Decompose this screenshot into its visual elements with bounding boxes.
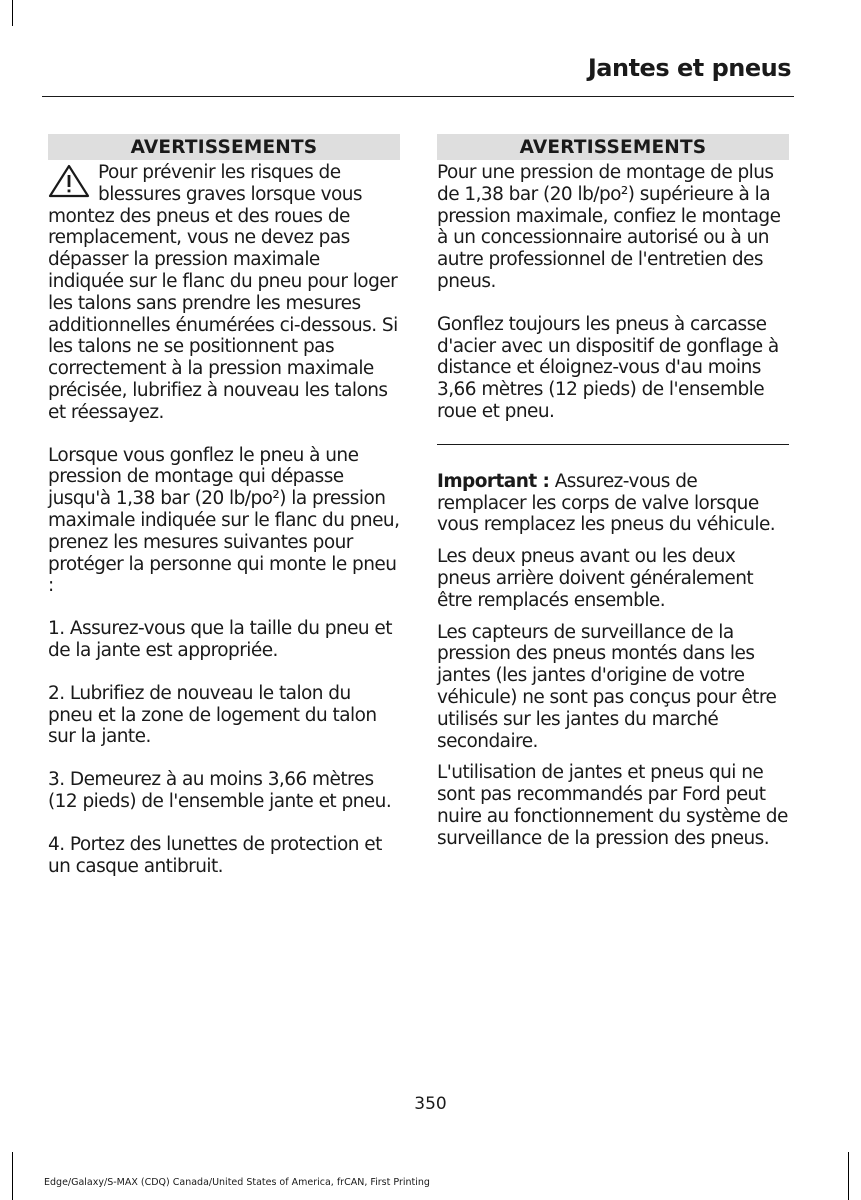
crop-mark-top-left [12,0,13,26]
title-divider [42,96,794,97]
step-item: 3. Demeurez à au moins 3,66 mètres (12 pieds) de l'ensemble jante et pneu. [48,769,392,812]
warning-text: Pour prévenir les risques de blessures graves lorsque vous montez des pneus et des roues de remplacement, vous ne devez pas dépasser la pression maximale indiquée sur le flanc du pneu pour loger les talons sans prendre les mesures additionnelles énumérées ci-dessous. Si les talons ne se positionnent pas correctement à la pression maximale précisée, lubrifiez à nouveau les talons et réessayez. [48,162,398,423]
step-item: 2. Lubrifiez de nouveau le talon du pneu et la zone de logement du talon sur la jante. [48,682,377,748]
body-paragraph: L'utilisation de jantes et pneus qui ne sont pas recommandés par Ford peut nuire au fonctionnement du système de surveillance de la pression des pneus. [437,762,788,849]
right-column [437,134,789,850]
inflation-intro: Lorsque vous gonflez le pneu à une pression de montage qui dépasse jusqu'à 1,38 bar (20 lb/po²) la pression maximale indiquée sur le flanc du pneu, prenez les mesures suivantes pour protéger la personne qui monte le pneu : [48,444,400,597]
left-column [48,134,400,877]
page-number: 350 [414,1094,447,1114]
warning-paragraph: Gonflez toujours les pneus à carcasse d'acier avec un dispositif de gonflage à distance et éloignez-vous d'au moins 3,66 mètres (12 pieds) de l'ensemble roue et pneu. [437,313,779,422]
warning-header: AVERTISSEMENTS [437,134,789,160]
important-label: Important : [437,470,550,492]
warning-triangle-icon [48,164,90,198]
important-note [437,471,789,536]
important-text: Assurez-vous de remplacer les corps de valve lorsque vous remplacez les pneus du véhicule. [437,470,776,536]
body-paragraph: Les deux pneus avant ou les deux pneus arrière doivent généralement être remplacés ensemble. [437,546,754,611]
footer-text: Edge/Galaxy/S-MAX (CDQ) Canada/United States of America, frCAN, First Printing [44,1177,430,1188]
warning-paragraph: Pour une pression de montage de plus de 1,38 bar (20 lb/po²) supérieure à la pression maximale, confiez le montage à un concessionnaire autorisé ou à un autre professionnel de l'entretien des pneus. [437,162,781,292]
body-paragraph: Les capteurs de surveillance de la pression des pneus montés dans les jantes (les jantes d'origine de votre véhicule) ne sont pas conçus pour être utilisés sur les jantes du marché secondaire. [437,621,777,752]
warning-header: AVERTISSEMENTS [48,134,400,160]
page-title: Jantes et pneus [587,54,791,82]
step-item: 4. Portez des lunettes de protection et un casque antibruit. [48,833,382,877]
step-item: 1. Assurez-vous que la taille du pneu et de la jante est appropriée. [48,618,392,661]
crop-mark-bottom-right [848,1152,849,1200]
section-divider [437,444,789,445]
crop-mark-bottom-left [12,1152,13,1200]
warning-block [48,162,400,424]
